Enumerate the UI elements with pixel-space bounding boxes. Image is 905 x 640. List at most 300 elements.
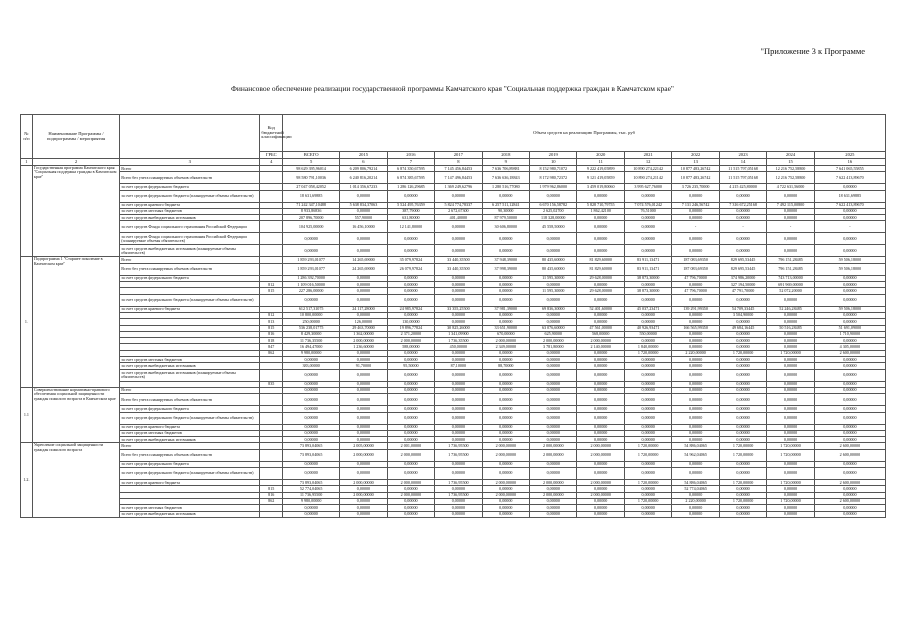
total-value: 8 933,86836 (283, 208, 340, 214)
year-value: 2 000,00000 (577, 449, 624, 461)
year-value: 0,00000 (482, 430, 529, 436)
year-value: 90,30000 (482, 208, 529, 214)
year-value: 0,00000 (719, 381, 766, 387)
year-value: 0,00000 (719, 208, 766, 214)
total-value: 0,00000 (283, 406, 340, 412)
year-value: 0,00000 (719, 468, 766, 480)
year-value: 1 720,00000 (767, 443, 814, 449)
year-value: 0,00000 (387, 424, 434, 430)
year-value: 29 628,00000 (577, 275, 624, 281)
year-value: 2 000,00000 (340, 338, 387, 344)
funding-source: за счет средств краевого бюджета (120, 202, 260, 208)
year-value: 0,00000 (530, 369, 577, 381)
table-row (21, 172, 886, 184)
year-value: 59 506,18000 (814, 257, 885, 263)
year-value: 0,00000 (577, 468, 624, 480)
year-value: 0,00000 (530, 294, 577, 306)
year-value: 0,00000 (767, 319, 814, 325)
year-value: 52 401,60000 (577, 306, 624, 312)
year-value: 0,00000 (719, 430, 766, 436)
year-value: 0,00000 (435, 221, 482, 233)
year-value: 0,00000 (530, 498, 577, 504)
year-value: 0,00000 (719, 294, 766, 306)
grbs-code (260, 263, 283, 275)
column-number: 7 (387, 159, 434, 166)
total-value: 9 980,00000 (283, 498, 340, 504)
financing-table (20, 114, 886, 518)
year-value: 5 524 495,76359 (387, 202, 434, 208)
year-value: 0,00000 (672, 381, 719, 387)
year-value: 0,00000 (767, 344, 814, 350)
total-value: 98 629 395,96014 (283, 166, 340, 172)
header-code: Код бюджетной классификации (260, 115, 283, 152)
program-name: Совершенствование нормативно-правового обеспечения социальной защищенности граждан пожилого возраста в Камчатском крае (32, 387, 119, 442)
grbs-code (260, 233, 283, 245)
column-number: 8 (435, 159, 482, 166)
total-value: 73 893,04065 (283, 443, 340, 449)
year-value: 2 220,00000 (672, 498, 719, 504)
year-value: 0,00000 (624, 338, 671, 344)
year-value: 0,00000 (435, 412, 482, 424)
grbs-code (260, 412, 283, 424)
year-value: 550,00000 (624, 331, 671, 337)
column-number: 5 (283, 159, 340, 166)
year-value: 0,00000 (719, 245, 766, 257)
grbs-code: 815 (260, 486, 283, 492)
year-value: 1 286 126,29685 (387, 184, 434, 190)
year-value: 0,00000 (624, 486, 671, 492)
year-value: 0,00000 (435, 461, 482, 467)
year-value: 631,80000 (387, 215, 434, 221)
year-value: 0,00000 (340, 233, 387, 245)
year-value: 0,00000 (814, 369, 885, 381)
year-value: 568,00000 (577, 331, 624, 337)
year-value: 29 628,00000 (577, 288, 624, 294)
year-value: 2 000,00000 (340, 480, 387, 486)
year-value: 0,00000 (767, 486, 814, 492)
year-value: 1 720,00000 (719, 449, 766, 461)
year-value: 80 435,60000 (530, 263, 577, 275)
year-value: 0,00000 (387, 461, 434, 467)
year-value: 0,00000 (624, 221, 671, 233)
grbs-code (260, 394, 283, 406)
funding-source: за счет средств местных бюджетов (120, 430, 260, 436)
year-value: 0,00000 (530, 412, 577, 424)
year-value: 796 151,28485 (767, 257, 814, 263)
year-value: 0,00000 (482, 275, 529, 281)
year-value: 743 713,00000 (767, 275, 814, 281)
grbs-code (260, 172, 283, 184)
year-value: 2 000,00000 (482, 449, 529, 461)
total-value: 0,00000 (283, 412, 340, 424)
year-value: 0,00000 (814, 288, 885, 294)
year-value: 0,00000 (387, 282, 434, 288)
program-name: Укрепление социальной защищенности граждан пожилого возраста (32, 443, 119, 517)
year-value: 0,00000 (577, 357, 624, 363)
row-number (21, 166, 33, 257)
year-value: 670,00000 (482, 331, 529, 337)
year-value: 0,00000 (672, 319, 719, 325)
year-value: 0,00000 (814, 319, 885, 325)
year-value: 7 636 636,18843 (482, 172, 529, 184)
year-value: 1 979 962,86000 (530, 184, 577, 190)
total-value: 0,00000 (283, 369, 340, 381)
year-value: 2 000,00000 (577, 480, 624, 486)
year-value: 0,00000 (482, 282, 529, 288)
year-value: 187 083,69350 (672, 257, 719, 263)
column-number: 2 (32, 159, 119, 166)
year-value: 187 083,69350 (672, 263, 719, 275)
year-value: 0,00000 (530, 424, 577, 430)
funding-source: Всего (120, 257, 260, 263)
year-value: 0,00000 (435, 511, 482, 517)
year-value: 0,00000 (624, 492, 671, 498)
year-value: 0,00000 (340, 282, 387, 288)
year-value: 2 000,00000 (387, 492, 434, 498)
year-value: 33 651,90000 (482, 325, 529, 331)
year-value: 33 440,35500 (435, 257, 482, 263)
header-year: 2020 (577, 152, 624, 159)
year-value: 10 890 274,21142 (624, 172, 671, 184)
year-value: - (814, 221, 885, 233)
total-value: 0,00000 (283, 381, 340, 387)
year-value: 0,00000 (340, 406, 387, 412)
year-value: 54 886,04065 (672, 480, 719, 486)
year-value: 0,00000 (340, 312, 387, 318)
year-value: 0,00000 (530, 387, 577, 393)
row-number: 1. (21, 257, 33, 387)
year-value: 2 000,00000 (577, 443, 624, 449)
year-value: 2 625,02700 (530, 208, 577, 214)
year-value: 0,00000 (672, 394, 719, 406)
year-value: 1 362,00000 (340, 331, 387, 337)
year-value: 625,90000 (530, 331, 577, 337)
year-value: 130,00000 (387, 319, 434, 325)
year-value: 0,00000 (577, 190, 624, 202)
year-value: 0,00000 (530, 190, 577, 202)
year-value: 0,00000 (624, 381, 671, 387)
grbs-code (260, 449, 283, 461)
year-value: 0,00000 (624, 282, 671, 288)
year-value: 0,00000 (387, 233, 434, 245)
year-value: 1 840,00000 (624, 344, 671, 350)
column-number: 16 (814, 159, 885, 166)
header-year: 2019 (530, 152, 577, 159)
year-value: 0,00000 (340, 381, 387, 387)
year-value: 88,70000 (482, 363, 529, 369)
year-value: 12 216 752,58800 (767, 172, 814, 184)
year-value: 0,00000 (814, 245, 885, 257)
grbs-code: 818 (260, 338, 283, 344)
year-value: 0,00000 (387, 505, 434, 511)
year-value: 0,00000 (387, 406, 434, 412)
year-value: 1 014 356,67233 (340, 184, 387, 190)
year-value: 29 463,70000 (340, 325, 387, 331)
year-value: 0,00000 (672, 369, 719, 381)
total-value: 9 980,00000 (283, 350, 340, 356)
year-value: 0,00000 (672, 430, 719, 436)
funding-source: за счет средств федерального бюджета (120, 184, 260, 190)
year-value: 0,00000 (435, 357, 482, 363)
year-value: 47 791,70000 (719, 288, 766, 294)
funding-source: за счет средств федерального бюджета (120, 275, 260, 281)
funding-source: за счет средств краевого бюджета (120, 306, 260, 312)
year-value: 10 877 483,26742 (672, 166, 719, 172)
year-value: 0,00000 (624, 387, 671, 393)
year-value: 2 000,00000 (387, 480, 434, 486)
year-value: 0,00000 (719, 424, 766, 430)
year-value: 9 121 419,05859 (577, 172, 624, 184)
year-value: 0,00000 (814, 387, 885, 393)
year-value: 0,00000 (767, 394, 814, 406)
year-value: 0,00000 (719, 461, 766, 467)
year-value: 450,00000 (435, 344, 482, 350)
total-value: 383,00000 (283, 363, 340, 369)
appendix-label: "Приложение 3 к Программе (760, 46, 865, 56)
year-value: 0,00000 (340, 412, 387, 424)
year-value: 0,00000 (672, 338, 719, 344)
year-value: 829 695,53445 (719, 257, 766, 263)
year-value: 0,00000 (482, 245, 529, 257)
year-value: 83 911,13471 (624, 263, 671, 275)
year-value: 0,00000 (387, 437, 434, 443)
year-value: 0,00000 (624, 461, 671, 467)
year-value: 0,00000 (530, 461, 577, 467)
year-value: 0,00000 (672, 461, 719, 467)
year-value: 0,00000 (672, 331, 719, 337)
year-value: 0,00000 (387, 369, 434, 381)
year-value: 0,00000 (340, 424, 387, 430)
year-value: 33 355,25500 (435, 306, 482, 312)
year-value: 0,00000 (719, 215, 766, 221)
year-value: 2 000,00000 (530, 449, 577, 461)
funding-source: Всего (120, 387, 260, 393)
year-value: 0,00000 (814, 492, 885, 498)
year-value: 7 316 672,25168 (719, 202, 766, 208)
year-value: 0,00000 (387, 511, 434, 517)
grbs-code (260, 245, 283, 257)
column-number: 12 (624, 159, 671, 166)
year-value: 0,00000 (814, 208, 885, 214)
year-value: 0,00000 (482, 288, 529, 294)
year-value: 47 796,70000 (672, 288, 719, 294)
column-number: 1 (21, 159, 33, 166)
grbs-code (260, 221, 283, 233)
year-value: 0,00000 (482, 468, 529, 480)
funding-source: Всего без учета планируемых объемов обязательств (120, 394, 260, 406)
year-value: 0,00000 (814, 184, 885, 190)
year-value: 2 000,00000 (530, 492, 577, 498)
year-value: 0,00000 (577, 215, 624, 221)
year-value: 0,00000 (577, 505, 624, 511)
total-value: 0,00000 (283, 294, 340, 306)
year-value: 0,00000 (624, 357, 671, 363)
year-value: 2 220,00000 (672, 350, 719, 356)
year-value: 0,00000 (577, 294, 624, 306)
year-value: 0,00000 (624, 233, 671, 245)
year-value: 0,00000 (767, 381, 814, 387)
year-value: 0,00000 (767, 511, 814, 517)
year-value: 0,00000 (577, 319, 624, 325)
table-row (21, 468, 886, 480)
year-value: 0,00000 (767, 233, 814, 245)
total-value: 98 580 791,10036 (283, 172, 340, 184)
year-value: 2 000,00000 (530, 338, 577, 344)
year-value: 0,00000 (340, 357, 387, 363)
year-value: 2 000,00000 (482, 338, 529, 344)
year-value: 0,00000 (767, 387, 814, 393)
year-value: 1 736,35500 (435, 338, 482, 344)
funding-source: Всего (120, 443, 260, 449)
grbs-code (260, 369, 283, 381)
year-value: 0,00000 (577, 245, 624, 257)
year-value: 0,00000 (672, 282, 719, 288)
year-value: 0,00000 (435, 381, 482, 387)
column-number: 13 (672, 159, 719, 166)
year-value: 0,00000 (387, 486, 434, 492)
year-value: 0,00000 (435, 505, 482, 511)
program-name: Государственная программа Камчатского края "Социальная поддержка граждан в Камчатском крае" (32, 166, 119, 257)
year-value: 0,00000 (767, 424, 814, 430)
year-value: 0,00000 (530, 406, 577, 412)
year-value: 0,00000 (482, 294, 529, 306)
year-value: 2 600,00000 (814, 449, 885, 461)
table-row (21, 294, 886, 306)
year-value: 0,00000 (814, 215, 885, 221)
year-value: 0,00000 (577, 221, 624, 233)
year-value: 11 595,30000 (530, 275, 577, 281)
year-value: 0,00000 (530, 282, 577, 288)
year-value: 1 720,00000 (719, 443, 766, 449)
year-value: 0,00000 (435, 498, 482, 504)
year-value: 0,00000 (340, 430, 387, 436)
year-value: 0,00000 (624, 215, 671, 221)
column-number: 10 (530, 159, 577, 166)
year-value: 0,00000 (577, 233, 624, 245)
year-value: 139 291,99350 (672, 306, 719, 312)
document-title: Финансовое обеспечение реализации государственной программы Камчатского края "Социальная поддержка граждан в Камчатском крае" (230, 84, 674, 93)
funding-source: за счет средств федерального бюджета (планируемые объемы обязательств) (120, 468, 260, 480)
year-value: 0,00000 (814, 430, 885, 436)
year-value: 0,00000 (767, 363, 814, 369)
year-value: 2 000,00000 (340, 449, 387, 461)
column-number: 3 (120, 159, 260, 166)
year-value: 2 000,00000 (530, 443, 577, 449)
year-value: 0,00000 (624, 406, 671, 412)
year-value: 7 622 413,89670 (814, 172, 885, 184)
year-value: 33 440,35500 (435, 263, 482, 275)
header-year: 2015 (340, 152, 387, 159)
year-value: 0,00000 (767, 208, 814, 214)
year-value: 12 141,80000 (387, 221, 434, 233)
year-value: 0,00000 (340, 468, 387, 480)
year-value: 0,00000 (435, 437, 482, 443)
year-value: 0,00000 (719, 331, 766, 337)
year-value: 0,00000 (672, 215, 719, 221)
year-value: 374 986,20000 (719, 275, 766, 281)
year-value: 0,00000 (814, 505, 885, 511)
year-value: 2 005,00000 (340, 443, 387, 449)
year-value: 0,00000 (814, 406, 885, 412)
year-value: 1 720,00000 (624, 443, 671, 449)
column-number: 14 (719, 159, 766, 166)
year-value: 2 000,00000 (387, 449, 434, 461)
year-value: 7 074 576,01242 (624, 202, 671, 208)
year-value: 1 720,00000 (767, 480, 814, 486)
total-value: 0,00000 (283, 505, 340, 511)
year-value: 0,00000 (577, 437, 624, 443)
year-value: 40 926,93471 (624, 325, 671, 331)
year-value: 1 736,95500 (435, 443, 482, 449)
year-value: 0,00000 (719, 233, 766, 245)
funding-source: за счет средств внебюджетных источников (планируемые объемы обязательств) (120, 369, 260, 381)
year-value: 54 962,04065 (672, 449, 719, 461)
header-year: 2018 (482, 152, 529, 159)
year-value: 0,00000 (530, 363, 577, 369)
year-value: 0,00000 (482, 406, 529, 412)
year-value: 0,00000 (482, 319, 529, 325)
year-value: 0,00000 (672, 424, 719, 430)
header-name: Наименование Программы / подпрограммы / мероприятия (32, 115, 119, 159)
year-value: 0,00000 (482, 486, 529, 492)
year-value: 1 720,00000 (719, 480, 766, 486)
year-value: 0,00000 (435, 387, 482, 393)
year-value: 0,00000 (435, 319, 482, 325)
year-value: 0,00000 (672, 437, 719, 443)
year-value: 0,00000 (435, 245, 482, 257)
grbs-code: 816 (260, 331, 283, 337)
funding-source: за счет средств федерального бюджета (120, 406, 260, 412)
year-value: 0,00000 (435, 430, 482, 436)
year-value: 0,00000 (482, 369, 529, 381)
year-value: 19 896,77824 (387, 325, 434, 331)
year-value: 4 305,00000 (814, 344, 885, 350)
year-value: 0,00000 (435, 406, 482, 412)
year-value: 0,00000 (340, 369, 387, 381)
year-value: 0,00000 (435, 233, 482, 245)
grbs-code: 816 (260, 492, 283, 498)
year-value: 0,00000 (577, 369, 624, 381)
year-value: 0,00000 (340, 394, 387, 406)
year-value: 37 981,39000 (482, 306, 529, 312)
year-value: 63 076,60000 (530, 325, 577, 331)
year-value: 0,00000 (624, 312, 671, 318)
header-source (120, 115, 260, 159)
year-value: 0,00000 (767, 437, 814, 443)
column-number: 11 (577, 159, 624, 166)
year-value: 9 222 419,05899 (577, 166, 624, 172)
header-total: ВСЕГО (283, 152, 340, 159)
total-value: 0,00000 (283, 424, 340, 430)
year-value: 0,00000 (577, 282, 624, 288)
year-value: 829 695,53445 (719, 263, 766, 275)
year-value: 0,00000 (577, 511, 624, 517)
year-value: 0,00000 (435, 288, 482, 294)
year-value: 0,00000 (814, 437, 885, 443)
year-value: 7 131 246,56742 (672, 202, 719, 208)
year-value: 0,00000 (387, 394, 434, 406)
year-value: 0,00000 (387, 430, 434, 436)
grbs-code: 847 (260, 344, 283, 350)
year-value: 1 736,95500 (435, 492, 482, 498)
year-value: 0,00000 (340, 208, 387, 214)
year-value: 0,00000 (577, 363, 624, 369)
year-value: 0,00000 (624, 424, 671, 430)
year-value: 2 349,00000 (482, 344, 529, 350)
total-value: 52 774,04065 (283, 486, 340, 492)
year-value: 1 720,00000 (767, 449, 814, 461)
year-value: 2 000,00000 (482, 443, 529, 449)
